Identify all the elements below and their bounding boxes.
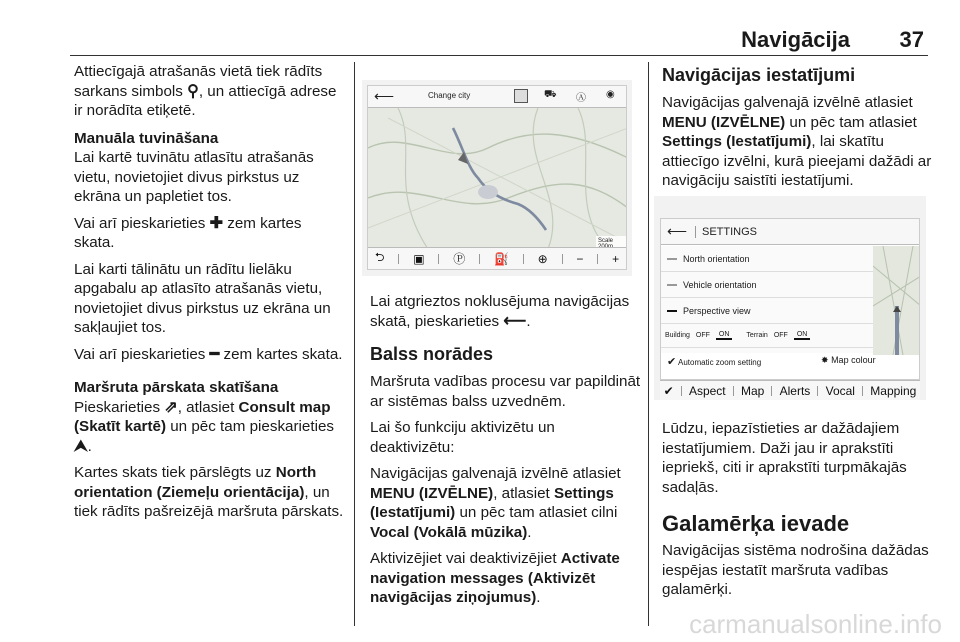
settings-map-preview xyxy=(873,246,920,355)
plus-icon: ✚ xyxy=(209,214,224,232)
watermark: carmanualsonline.info xyxy=(689,609,942,639)
text: zem kartes skata. xyxy=(219,345,343,363)
tab-vocal[interactable]: Vocal xyxy=(825,383,855,398)
separator xyxy=(479,254,480,264)
section-heading: Maršruta pārskata skatīšana xyxy=(74,379,279,396)
column-3 xyxy=(662,62,934,198)
option-indicator xyxy=(667,310,677,312)
settings-option[interactable] xyxy=(661,272,873,298)
compass-icon: Ⓐ xyxy=(576,93,586,104)
minus-icon: ━ xyxy=(209,345,220,363)
building-on-toggle[interactable]: ON xyxy=(716,331,733,340)
section-heading: Navigācijas iestatījumi xyxy=(662,65,856,85)
option-label: North orientation xyxy=(683,253,750,264)
map-scale: Scale xyxy=(598,238,614,244)
terrain-off-toggle[interactable]: OFF xyxy=(773,332,788,339)
undo-button[interactable]: ⮌ xyxy=(374,250,385,264)
back-arrow-icon: ⟵ xyxy=(503,312,527,330)
text: Lai atgrieztos noklusējuma navigācijas skatā, pieskarieties xyxy=(370,293,630,330)
paragraph: Lai kartē tuvinātu atlasītu atrašanās vietu, novietojiet divus pirkstus uz ekrāna un papletiet tos. xyxy=(74,149,314,205)
settings-screen xyxy=(660,218,920,380)
pin-icon: ⚲ xyxy=(187,82,199,100)
paragraph xyxy=(74,62,346,121)
paragraph xyxy=(662,93,934,191)
text: Navigācijas galvenajā izvēlnē atlasiet xyxy=(370,465,621,482)
tab-map[interactable]: Map xyxy=(740,383,765,398)
text: Pieskarieties xyxy=(74,398,165,416)
map-colour-label: Map colour xyxy=(831,355,876,365)
option-indicator xyxy=(667,258,677,260)
separator xyxy=(398,254,399,264)
back-arrow-icon: ⟵ xyxy=(374,88,395,104)
separator xyxy=(681,386,682,396)
text: , un tiek rādīts pašreizējā maršruta pārskats. xyxy=(74,483,344,520)
separator xyxy=(597,254,598,264)
paragraph xyxy=(74,345,346,365)
confirm-check-icon[interactable]: ✔ xyxy=(663,383,674,398)
settings-title: SETTINGS xyxy=(695,226,757,238)
separator xyxy=(817,386,818,396)
menu-term: Activate navigation messages (Aktivizēt navigācijas ziņojumus) xyxy=(370,550,620,606)
paragraph xyxy=(370,292,642,331)
terrain-on-toggle[interactable]: ON xyxy=(794,331,811,340)
text: , lai skatītu attiecīgo izvēlni, kurā pieejami dažādi ar navigāciju saistīti iestatījumi. xyxy=(662,133,932,189)
tab-aspect[interactable]: Aspect xyxy=(688,383,726,398)
auto-zoom-label: Automatic zoom setting xyxy=(678,358,762,367)
paragraph: Lai šo funkciju aktivizētu un deaktivizētu: xyxy=(370,419,555,456)
page-title: Navigācija xyxy=(741,27,850,52)
option-label: Perspective view xyxy=(683,305,751,316)
tab-mapping[interactable]: Mapping xyxy=(870,383,917,398)
back-arrow-icon: ⟵ xyxy=(667,223,688,239)
text: . xyxy=(87,437,92,455)
paragraph: Lūdzu, iepazīstieties ar dažādajiem iestatījumiem. Daži jau ir aprakstīti iepriekš, citi ir aprakstīti turpmākajās sadaļās. xyxy=(662,420,907,496)
paragraph xyxy=(370,549,642,608)
menu-term: MENU (IZVĒLNE) xyxy=(370,484,494,502)
building-terrain-toggles xyxy=(661,324,873,348)
text: un pēc tam atlasiet cilni xyxy=(455,504,618,521)
text: , atlasiet xyxy=(493,484,554,502)
paragraph xyxy=(74,398,346,457)
section-heading: Balss norādes xyxy=(370,344,494,364)
menu-term: Settings (Iestatījumi) xyxy=(370,484,614,521)
map-layer-icon xyxy=(514,89,528,103)
north-arrow-icon: ⮝ xyxy=(74,437,88,455)
check-icon: ✔ xyxy=(667,356,677,368)
parking-button[interactable]: Ⓟ xyxy=(453,252,466,266)
settings-list xyxy=(661,246,873,353)
map-area xyxy=(368,108,627,249)
paragraph: Lai karti tālinātu un rādītu lielāku apgabalu ap atlasīto atrašanās vietu, novietojiet divus pirkstus uz ekrāna un sakļaujiet tos. xyxy=(74,260,331,336)
settings-screenshot xyxy=(654,196,926,400)
separator xyxy=(862,386,863,396)
center-button[interactable]: ⊕ xyxy=(537,251,548,266)
zoom-in-button[interactable]: + xyxy=(612,251,620,266)
text: Vai arī pieskarieties xyxy=(74,214,210,232)
building-label: Building xyxy=(665,332,690,339)
text: un pēc tam pieskarieties xyxy=(166,418,335,435)
car-icon: ⛟ xyxy=(544,89,557,100)
menu-term: MENU (IZVĒLNE) xyxy=(662,113,786,131)
text: Attiecīgajā atrašanās vietā tiek rādīts sarkans simbols xyxy=(74,63,323,100)
building-off-toggle[interactable]: OFF xyxy=(695,332,710,339)
separator xyxy=(733,386,734,396)
separator xyxy=(562,254,563,264)
text: , atlasiet xyxy=(177,398,239,416)
option-indicator xyxy=(667,284,677,286)
fuel-button[interactable]: ⛽ xyxy=(493,251,509,266)
map-bottom-bar xyxy=(368,247,626,269)
section-heading: Manuāla tuvināšana xyxy=(74,129,219,147)
text: Kartes skats tiek pārslēgts uz xyxy=(74,464,276,481)
menu-term: Consult map (Skatīt kartē) xyxy=(74,398,331,435)
column-1 xyxy=(74,62,346,529)
text: Aktivizējiet vai deaktivizējiet xyxy=(370,550,561,567)
paragraph xyxy=(370,464,642,542)
sun-icon: ✸ xyxy=(821,355,829,365)
route-icon: ⇗ xyxy=(164,398,178,416)
text: Navigācijas galvenajā izvēlnē atlasiet xyxy=(662,94,913,111)
menu-term: Vocal (Vokālā mūzika) xyxy=(370,523,528,541)
map-top-bar xyxy=(368,86,626,108)
option-label: Vehicle orientation xyxy=(683,279,757,290)
separator xyxy=(771,386,772,396)
separator xyxy=(523,254,524,264)
text: , un attiecīgā adrese ir norādīta etiķetē. xyxy=(74,82,337,119)
menu-term: Settings (Iestatījumi) xyxy=(662,133,812,150)
page-number: 37 xyxy=(899,27,924,52)
text: . xyxy=(527,523,532,541)
menu-term: North orientation (Ziemeļu orientācija) xyxy=(74,464,317,501)
poi-button[interactable]: ▣ xyxy=(413,251,425,266)
settings-option-selected[interactable] xyxy=(661,298,873,324)
column-3-continued xyxy=(662,419,934,607)
column-2 xyxy=(370,292,642,615)
map-screen xyxy=(367,85,627,270)
map-screenshot xyxy=(362,80,632,276)
paragraph xyxy=(74,214,346,253)
text: un pēc tam atlasiet xyxy=(785,113,917,131)
terrain-label: Terrain xyxy=(746,332,768,339)
paragraph: Maršruta vadības procesu var papildināt ar sistēmas balss uzvednēm. xyxy=(370,373,641,410)
settings-option[interactable] xyxy=(661,246,873,272)
separator xyxy=(438,254,439,264)
auto-zoom-option[interactable] xyxy=(667,355,761,368)
settings-tabs xyxy=(660,380,920,400)
column-divider xyxy=(354,62,355,626)
tab-alerts[interactable]: Alerts xyxy=(779,383,811,398)
column-divider xyxy=(648,62,649,626)
text: Vai arī pieskarieties xyxy=(74,345,210,363)
paragraph: Navigācijas sistēma nodrošina dažādas iespējas iestatīt maršruta vadības galamērķi. xyxy=(662,542,929,598)
map-title: Change city xyxy=(428,91,471,100)
paragraph xyxy=(74,463,346,522)
zoom-out-button[interactable]: − xyxy=(576,251,584,266)
map-colour-option[interactable] xyxy=(821,355,876,366)
settings-icon: ◉ xyxy=(606,89,615,100)
section-heading: Galamērķa ievade xyxy=(662,511,850,536)
settings-top-bar xyxy=(661,219,919,245)
text: zem kartes skata. xyxy=(74,214,302,251)
page-header xyxy=(70,24,928,56)
text: . xyxy=(526,312,531,330)
text: . xyxy=(536,589,541,606)
